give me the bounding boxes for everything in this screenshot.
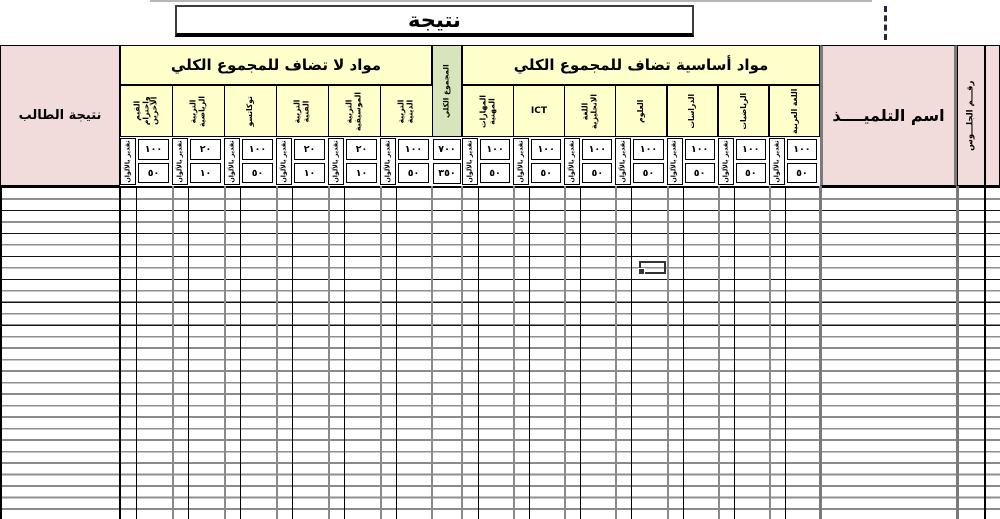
subject-max-cell[interactable]: ١٠٠ [582, 139, 612, 160]
grade-by-colors-cell[interactable] [172, 138, 188, 185]
total-column-label: المجموع الكلي [441, 64, 451, 118]
subject-name: اللغة الانجليزية [580, 93, 599, 129]
subject-max-cell[interactable]: ١٠٠ [633, 139, 663, 160]
subject-name: الدراسات [687, 93, 697, 129]
subject-max-cell[interactable]: ٢٠ [190, 139, 221, 160]
student-name-header-cell[interactable] [820, 45, 957, 186]
subject-name: التربية الرياضية [188, 95, 207, 127]
grade-by-colors-label: تقدير بالألوان [124, 140, 132, 183]
subject-name-cell[interactable] [276, 85, 329, 137]
grade-by-colors-cell[interactable] [718, 138, 734, 185]
grade-by-colors-label: تقدير بالألوان [517, 140, 525, 183]
grade-by-colors-cell[interactable] [667, 138, 683, 185]
subject-max-cell[interactable]: ١٠٠ [685, 139, 715, 160]
seat-number-header-cell[interactable] [957, 45, 985, 186]
subject-name-cell[interactable] [224, 85, 277, 137]
group-not-added-header[interactable] [120, 45, 432, 85]
subject-half-cell[interactable]: ٥٠ [398, 163, 429, 183]
student-result-header-cell[interactable] [0, 45, 120, 186]
grade-by-colors-cell[interactable] [380, 138, 396, 185]
subject-max-cell[interactable]: ١٠٠ [531, 139, 561, 160]
subject-name: التربية الدينية [396, 99, 415, 123]
grade-by-colors-cell[interactable] [513, 138, 529, 185]
subject-half-cell[interactable]: ٥٠ [787, 163, 817, 183]
subject-name: المهارات المهنية [478, 94, 496, 128]
subject-half-cell[interactable]: ٥٠ [242, 163, 273, 183]
total-half-cell[interactable]: ٣٥٠ [433, 163, 461, 184]
partial-column-cell[interactable] [985, 45, 1000, 186]
grade-by-colors-cell[interactable] [276, 138, 292, 185]
subject-name-cell[interactable] [615, 85, 667, 137]
grade-by-colors-cell[interactable] [462, 138, 478, 185]
grade-by-colors-cell[interactable] [224, 138, 240, 185]
grade-by-colors-cell[interactable] [769, 138, 785, 185]
grade-by-colors-label: تقدير بالألوان [568, 140, 576, 183]
grade-by-colors-label: تقدير بالألوان [619, 140, 627, 183]
grade-by-colors-label: تقدير بالألوان [176, 140, 184, 183]
subject-name-cell[interactable] [564, 85, 616, 137]
fill-handle[interactable] [638, 268, 645, 275]
grade-by-colors-label: تقدير بالألوان [332, 140, 340, 183]
subject-max-cell[interactable]: ٢٠ [346, 139, 377, 160]
subject-half-cell[interactable]: ٥٠ [736, 163, 766, 183]
subject-name: التربية الفنية [292, 99, 311, 123]
subject-half-cell[interactable]: ٥٠ [582, 163, 612, 183]
subject-name: ICT [530, 106, 547, 116]
data-grid[interactable] [0, 186, 1000, 519]
subject-name: اللغة العربية [789, 88, 799, 134]
subject-name-cell[interactable] [120, 85, 173, 137]
subject-name: التربية الموسيقية [344, 91, 363, 131]
grade-by-colors-label: تقدير بالألوان [228, 140, 236, 183]
grade-by-colors-label: تقدير بالألوان [773, 140, 781, 183]
total-column-label-cell[interactable] [432, 45, 462, 137]
subject-max-cell[interactable]: ١٠٠ [138, 139, 169, 160]
subject-name-cell[interactable] [328, 85, 381, 137]
grade-by-colors-cell[interactable] [615, 138, 631, 185]
grade-by-colors-cell[interactable] [328, 138, 344, 185]
subject-max-cell[interactable]: ٢٠ [294, 139, 325, 160]
seat-number-label: رقـــم الجلـــوس [965, 80, 976, 151]
student-result-label: نتيجة الطالب [18, 108, 102, 123]
total-max-cell[interactable]: ٧٠٠ [433, 139, 461, 160]
subject-half-cell[interactable]: ٥٠ [138, 163, 169, 183]
student-name-label: اسم التلميــــذ [832, 106, 945, 125]
subject-half-cell[interactable]: ١٠ [294, 163, 325, 183]
subject-half-cell[interactable]: ٥٠ [685, 163, 715, 183]
grade-by-colors-label: تقدير بالألوان [722, 140, 730, 183]
page-title: نتيجة [408, 8, 461, 32]
group-not-added-label: مواد لا تضاف للمجموع الكلي [170, 56, 382, 74]
subject-max-cell[interactable]: ١٠٠ [242, 139, 273, 160]
subject-name-cell[interactable] [769, 85, 821, 137]
subject-name-cell[interactable] [380, 85, 433, 137]
subject-name-cell[interactable] [172, 85, 225, 137]
subject-max-cell[interactable]: ١٠٠ [398, 139, 429, 160]
subject-name: القيم واحترام الآخرين [132, 96, 159, 126]
subject-name: الرياضيات [738, 92, 748, 130]
subject-half-cell[interactable]: ٥٠ [480, 163, 510, 183]
subject-name-cell[interactable] [513, 85, 565, 137]
grade-by-colors-label: تقدير بالألوان [466, 140, 474, 183]
subject-max-cell[interactable]: ١٠٠ [736, 139, 766, 160]
group-added-label: مواد أساسية تضاف للمجموع الكلي [513, 56, 769, 74]
subject-half-cell[interactable]: ١٠ [190, 163, 221, 183]
subject-half-cell[interactable]: ١٠ [346, 163, 377, 183]
subject-max-cell[interactable]: ١٠٠ [480, 139, 510, 160]
grade-by-colors-label: تقدير بالألوان [671, 140, 679, 183]
subject-half-cell[interactable]: ٥٠ [531, 163, 561, 183]
subject-name-cell[interactable] [718, 85, 770, 137]
grade-by-colors-label: تقدير بالألوان [280, 140, 288, 183]
group-added-header[interactable] [462, 45, 820, 85]
subject-name-cell[interactable] [667, 85, 719, 137]
grade-by-colors-cell[interactable] [120, 138, 136, 185]
subject-name: توكاتسو [245, 95, 254, 127]
selected-cell[interactable] [639, 261, 666, 274]
grade-by-colors-label: تقدير بالألوان [384, 140, 392, 183]
subject-name: العلوم [635, 99, 645, 123]
subject-name-cell[interactable] [462, 85, 514, 137]
subject-half-cell[interactable]: ٥٠ [633, 163, 663, 183]
subject-max-cell[interactable]: ١٠٠ [787, 139, 817, 160]
grade-by-colors-cell[interactable] [564, 138, 580, 185]
